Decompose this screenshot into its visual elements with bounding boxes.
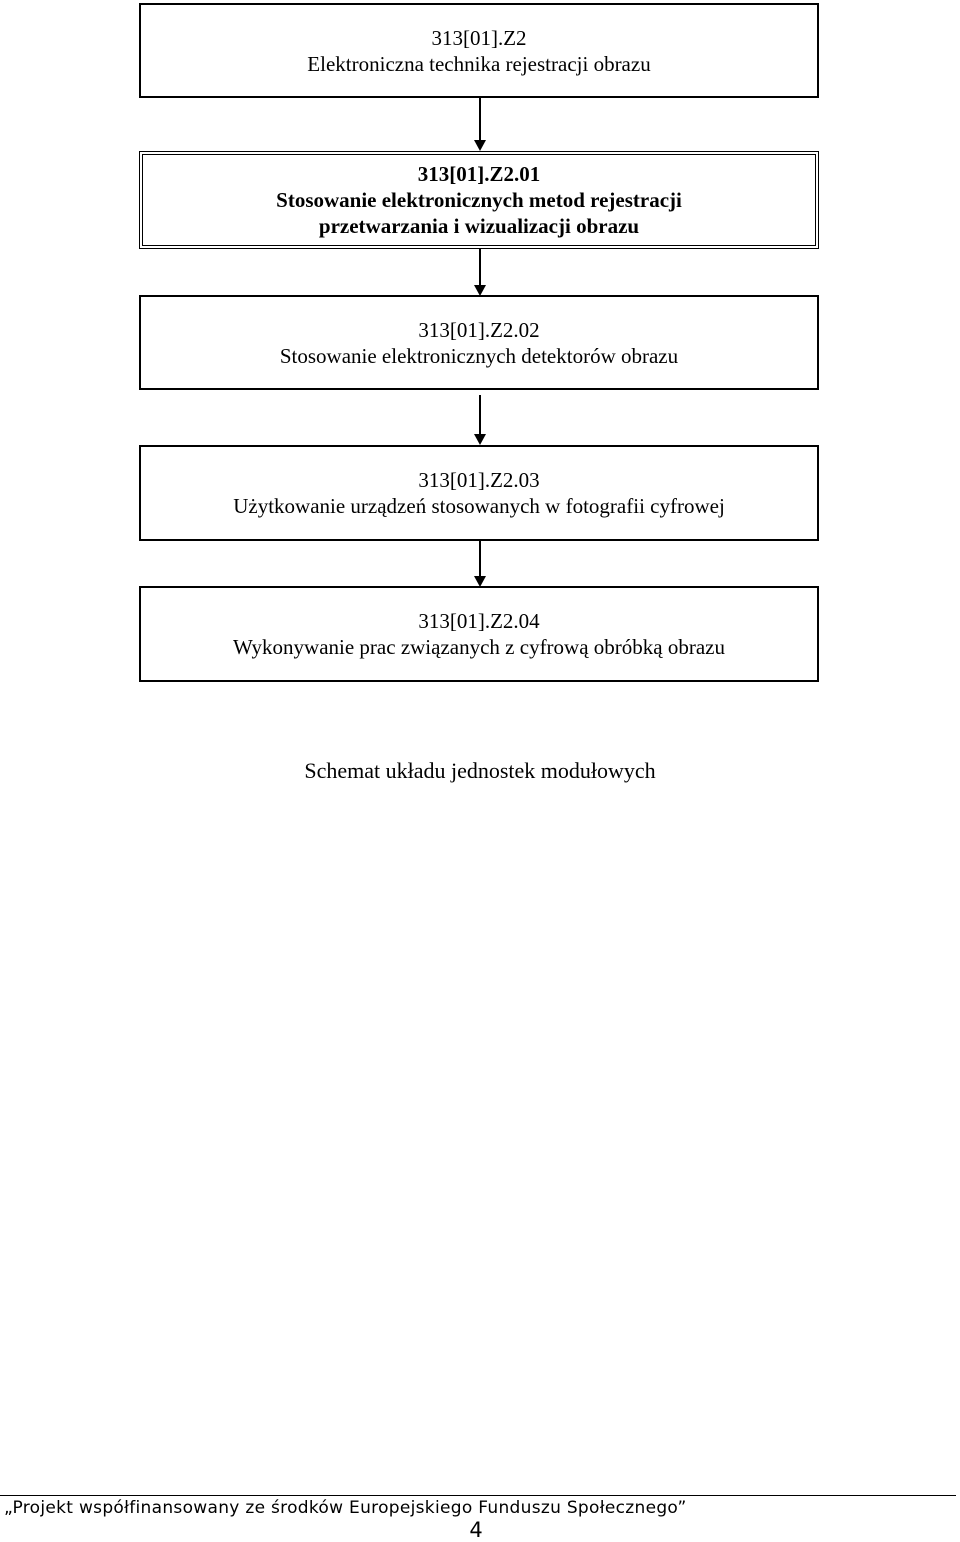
module-box-z2 — [139, 3, 819, 98]
arrow-head-icon — [474, 434, 486, 445]
arrow-head-icon — [474, 140, 486, 151]
module-box-z2-01 — [139, 151, 819, 249]
footer-text: „Projekt współfinansowany ze środków Europejskiego Funduszu Społecznego” — [4, 1498, 687, 1518]
module-code: 313[01].Z2.04 — [418, 609, 540, 633]
connector-line — [479, 249, 481, 286]
page-number: 4 — [469, 1518, 483, 1542]
figure-caption: Schemat układu jednostek modułowych — [304, 758, 656, 783]
connector-line — [479, 98, 481, 140]
connector-line — [479, 541, 481, 577]
module-code: 313[01].Z2.01 — [417, 162, 541, 186]
footer-divider — [0, 1495, 956, 1496]
module-code: 313[01].Z2.03 — [418, 468, 540, 492]
module-title: Wykonywanie prac związanych z cyfrową obróbką obrazu — [232, 635, 725, 659]
module-code: 313[01].Z2 — [431, 25, 527, 50]
module-title: Użytkowanie urządzeń stosowanych w fotografii cyfrowej — [233, 494, 725, 518]
module-box-z2-02 — [139, 295, 819, 390]
module-title-line2: przetwarzania i wizualizacji obrazu — [318, 214, 640, 238]
module-box-z2-04 — [139, 586, 819, 682]
module-code: 313[01].Z2.02 — [418, 317, 540, 342]
module-box-z2-03 — [139, 445, 819, 541]
connector-line — [479, 395, 481, 435]
module-title: Stosowanie elektronicznych metod rejestracji — [276, 188, 682, 212]
module-title: Stosowanie elektronicznych detektorów obrazu — [279, 343, 679, 368]
module-title: Elektroniczna technika rejestracji obrazu — [307, 51, 651, 76]
